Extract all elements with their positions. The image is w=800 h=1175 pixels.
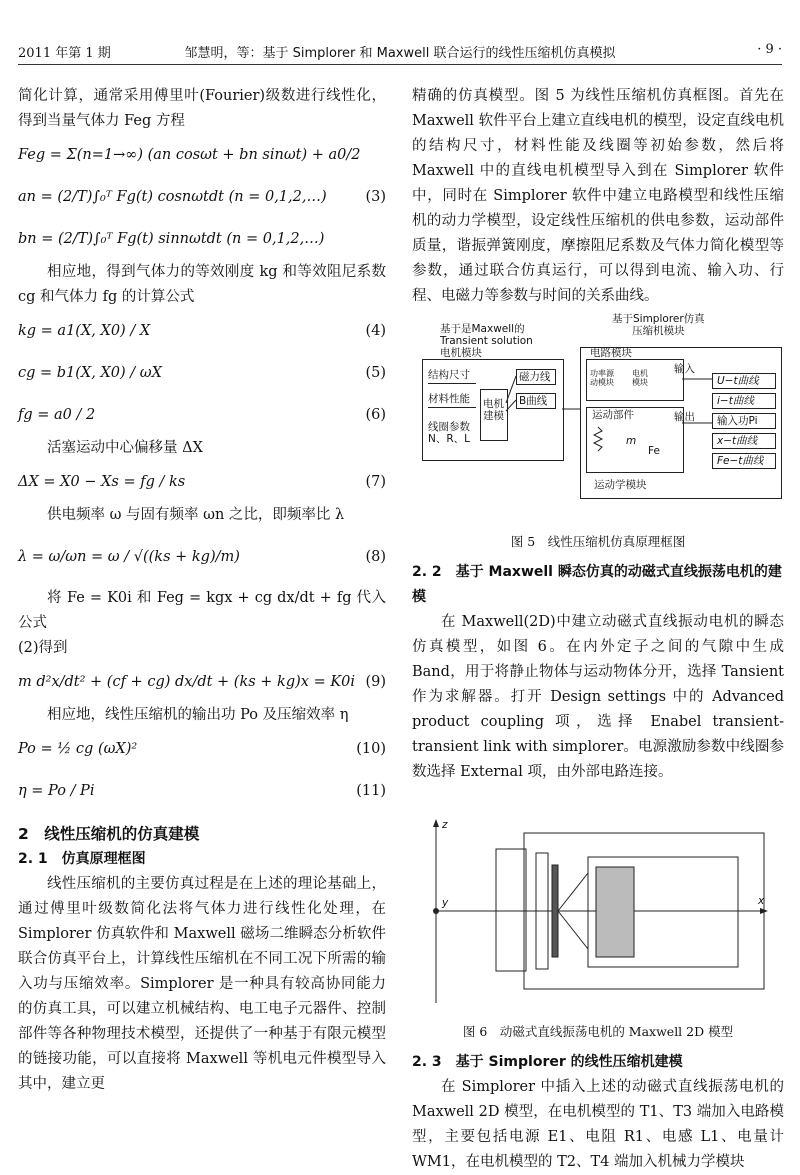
paragraph: 活塞运动中心偏移量 ΔX bbox=[47, 440, 203, 456]
figure-5-caption: 图 5 线性压缩机仿真原理框图 bbox=[510, 534, 686, 549]
motor-small-label: 电机 模块 bbox=[632, 369, 648, 387]
out-i-t: i−t曲线 bbox=[717, 395, 754, 407]
axis-y-label: y bbox=[442, 897, 449, 909]
paragraph: (2)得到 bbox=[18, 640, 68, 656]
subsection-heading: 2. 3 基于 Simplorer 的线性压缩机建模 bbox=[412, 1054, 683, 1070]
dynamics-label: 运动学模块 bbox=[594, 479, 647, 491]
figure-5-diagram bbox=[412, 313, 784, 523]
paragraph: 线性压缩机的主要仿真过程是在上述的理论基础上，通过傅里叶级数简化法将气体力进行线性化处理，在 Simplorer 仿真软件和 Maxwell 磁场二维瞬态分析软件联合仿真平台上，计算线性压缩机在不同工况下所需的输入功与压缩效率。Simplorer 是一种具有较高协同能力的仿真工具，可以建立机械结构、电工电子元器件、控制部件等各种物理技术模型，还提供了一种基于有限元模型的链接功能，可以直接将 Maxwell 等机电元件模型导入其中，建立更 bbox=[18, 876, 386, 1092]
coil-label: 线圈参数 N、R、L bbox=[428, 421, 470, 445]
equation-8: λ = ω/ωn = ω / √((ks + kg)/m) (8) bbox=[18, 549, 386, 565]
running-title: 邹慧明，等：基于 Simplorer 和 Maxwell 联合运行的线性压缩机仿真模拟 bbox=[184, 46, 616, 61]
equation-10: Po = ½ cg (ωX)² (10) bbox=[18, 741, 386, 757]
journal-issue: 2011 年第 1 期 bbox=[18, 46, 111, 61]
out-u-t: U−t曲线 bbox=[717, 375, 759, 387]
equation-bn: bn = (2/T)∫₀ᵀ Fg(t) sinnωtdt (n = 0,1,2,…) bbox=[18, 231, 325, 247]
subsection-heading: 2. 2 基于 Maxwell 瞬态仿真的动磁式直线振荡电机的建模 bbox=[412, 564, 782, 605]
subsection-heading: 2. 1 仿真原理框图 bbox=[18, 851, 146, 867]
figure-6-diagram bbox=[412, 813, 784, 1013]
axis-x-label: x bbox=[758, 895, 765, 907]
paragraph: 在 Maxwell(2D)中建立动磁式直线振动电机的瞬态仿真模型，如图 6。在内外定子之间的气隙中生成 Band，用于将静止物体与运动物体分开，选择 Tansient 作为求解器。打开 Design settings 中的 Advanced product coupling 项，选择 Enabel transient-transient link with simplorer。电源激励参数中线圈参数选择 External 项，由外部电路连接。 bbox=[412, 614, 784, 780]
mass-label: m bbox=[626, 435, 637, 447]
paragraph: 相应地，线性压缩机的输出功 Po 及压缩效率 η bbox=[47, 707, 349, 723]
equation-5: cg = b1(X, X0) / ωX (5) bbox=[18, 365, 386, 381]
equation-4: kg = a1(X, X0) / X (4) bbox=[18, 323, 386, 339]
left-column bbox=[18, 84, 386, 1097]
right-column bbox=[412, 84, 784, 1175]
section-heading: 2 线性压缩机的仿真建模 bbox=[18, 825, 200, 843]
out-x-t: x−t曲线 bbox=[717, 435, 758, 447]
material-label: 材料性能 bbox=[428, 393, 470, 405]
equation-7: ΔX = X0 − Xs = fg / ks (7) bbox=[18, 474, 386, 490]
maxwell-title: 基于是Maxwell的 Transient solution 电机模块 bbox=[440, 323, 533, 359]
equation-feg: Feg = Σ(n=1→∞) (an cosωt + bn sinωt) + a0/2 bbox=[18, 147, 361, 163]
output-label: 输出 bbox=[674, 411, 695, 423]
equation-11: η = Po / Pi (11) bbox=[18, 783, 386, 799]
paragraph: 将 Fe = K0i 和 Feg = kgx + cg dx/dt + fg 代入公式 bbox=[18, 590, 386, 631]
circuit-label: 电路模块 bbox=[590, 347, 632, 359]
out-power: 输入功Pi bbox=[717, 415, 758, 427]
equation-9: m d²x/dt² + (cf + cg) dx/dt + (ks + kg)x = K0i (9) bbox=[18, 674, 386, 690]
motion-label: 运动部件 bbox=[592, 409, 634, 421]
paragraph: 供电频率 ω 与固有频率 ωn 之比，即频率比 λ bbox=[47, 507, 345, 523]
motor-label: 电机 建模 bbox=[483, 398, 504, 422]
paragraph: 精确的仿真模型。图 5 为线性压缩机仿真框图。首先在 Maxwell 软件平台上建立直线电机的模型，设定直线电机的结构尺寸，材料性能及线圈等初始参数，然后将 Maxwell 中的直线电机模型导入到在 Simplorer 软件中，同时在 Simplorer 软件中建立电路模型和线性压缩机的动力学模型，设定线性压缩机的供电参数，运动部件质量，谐振弹簧刚度，摩擦阻尼系数及气体力简化模型等参数，通过联合仿真运行，可以得到电流、输入功、行程、电磁力等参数与时间的关系曲线。 bbox=[412, 88, 784, 304]
source-label: 功率源 动模块 bbox=[590, 369, 614, 387]
equation-3: an = (2/T)∫₀ᵀ Fg(t) cosnωtdt (n = 0,1,2,…) (3) bbox=[18, 189, 386, 205]
equation-6: fg = a0 / 2 (6) bbox=[18, 407, 386, 423]
paragraph: 相应地，得到气体力的等效刚度 kg 和等效阻尼系数 cg 和气体力 fg 的计算公式 bbox=[18, 264, 386, 305]
header-rule bbox=[18, 64, 782, 65]
flux-label: 磁力线 bbox=[519, 371, 551, 383]
paragraph: 在 Simplorer 中插入上述的动磁式直线振荡电机的 Maxwell 2D 模型，在电机模型的 T1、T3 端加入电路模型，主要包括电源 E1、电阻 R1、电感 L1、电量计 WM1，在电机模型的 T2、T4 端加入机械力学模块 bbox=[412, 1079, 784, 1170]
input-label: 输入 bbox=[674, 363, 695, 375]
bcurve-label: B曲线 bbox=[519, 395, 548, 407]
simplorer-title: 基于Simplorer仿真 压缩机模块 bbox=[612, 313, 705, 337]
force-label: Fe bbox=[648, 445, 660, 457]
struct-label: 结构尺寸 bbox=[428, 369, 470, 381]
paragraph: 简化计算，通常采用傅里叶(Fourier)级数进行线性化，得到当量气体力 Feg 方程 bbox=[18, 88, 386, 129]
figure-6-caption: 图 6 动磁式直线振荡电机的 Maxwell 2D 模型 bbox=[462, 1024, 734, 1039]
maxwell-2d-model bbox=[412, 813, 784, 1013]
page-number: · 9 · bbox=[757, 42, 782, 57]
axis-z-label: z bbox=[442, 819, 448, 831]
out-fe-t: Fe−t曲线 bbox=[717, 455, 764, 467]
figure-5-connectors bbox=[412, 323, 784, 523]
